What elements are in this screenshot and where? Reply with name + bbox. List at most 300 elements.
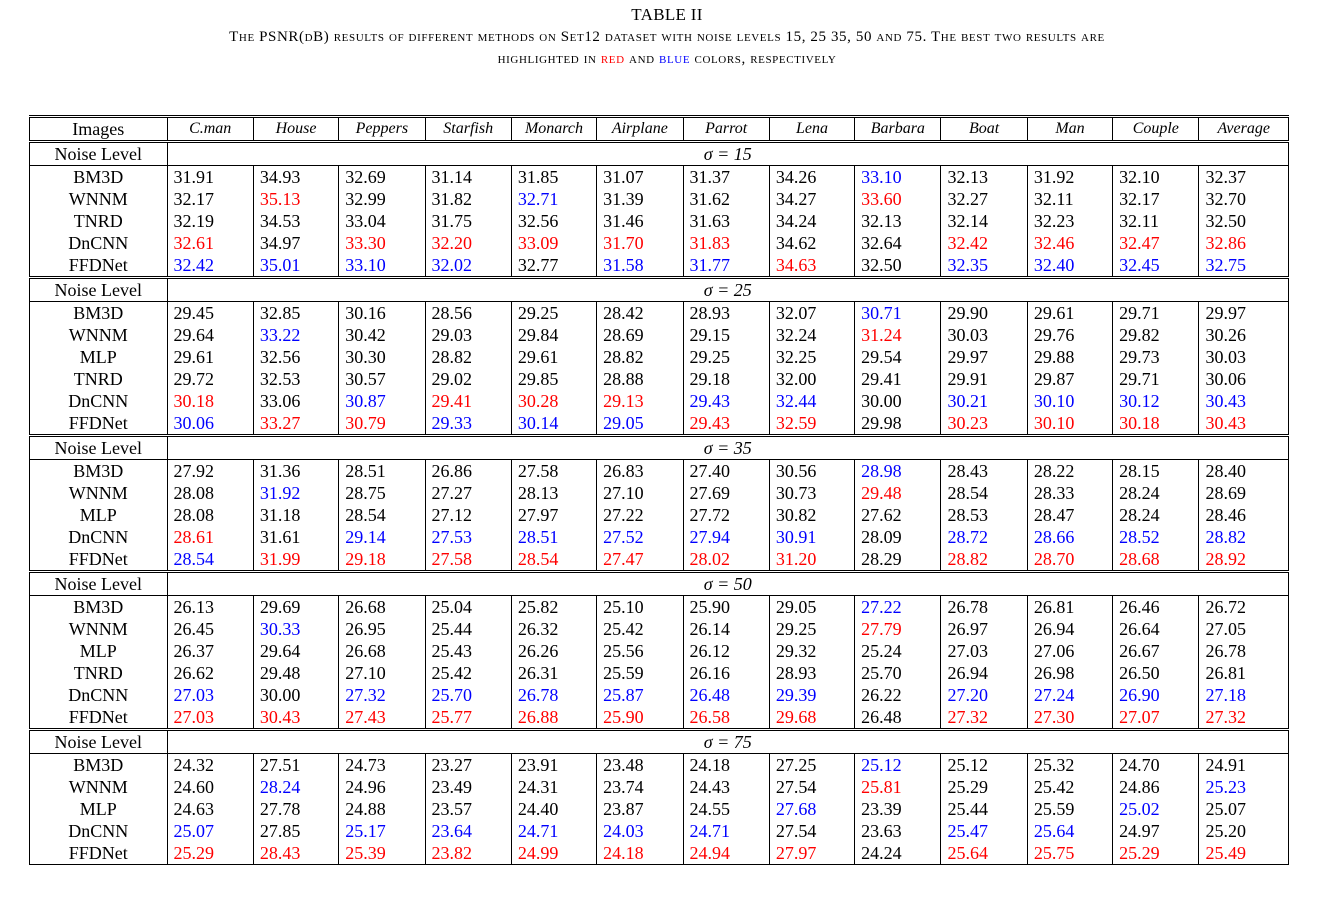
psnr-cell: 29.03 [425, 324, 511, 346]
psnr-cell: 29.05 [597, 412, 683, 436]
psnr-cell: 26.58 [683, 706, 769, 730]
psnr-cell: 32.56 [511, 210, 596, 232]
psnr-cell: 33.09 [511, 232, 596, 254]
psnr-cell: 29.48 [855, 482, 941, 504]
psnr-cell: 33.27 [253, 412, 338, 436]
psnr-cell: 29.71 [1113, 368, 1199, 390]
psnr-cell: 25.24 [855, 640, 941, 662]
psnr-cell: 25.87 [597, 684, 683, 706]
psnr-cell: 28.43 [941, 460, 1027, 483]
psnr-cell: 32.53 [253, 368, 338, 390]
psnr-cell: 32.17 [1113, 188, 1199, 210]
psnr-cell: 29.64 [167, 324, 253, 346]
header-col-barbara: Barbara [855, 117, 941, 142]
psnr-cell: 27.78 [253, 798, 338, 820]
psnr-cell: 26.67 [1113, 640, 1199, 662]
psnr-cell: 27.12 [425, 504, 511, 526]
psnr-cell: 27.40 [683, 460, 769, 483]
psnr-cell: 28.51 [339, 460, 425, 483]
psnr-cell: 32.61 [167, 232, 253, 254]
psnr-cell: 25.64 [1027, 820, 1112, 842]
method-name: FFDNet [30, 706, 168, 730]
psnr-cell: 28.61 [167, 526, 253, 548]
psnr-cell: 32.11 [1027, 188, 1112, 210]
psnr-cell: 31.36 [253, 460, 338, 483]
sigma-label: σ = 15 [167, 142, 1288, 166]
psnr-cell: 28.29 [855, 548, 941, 572]
method-name: DnCNN [30, 684, 168, 706]
psnr-cell: 28.40 [1199, 460, 1289, 483]
header-col-starfish: Starfish [425, 117, 511, 142]
header-col-man: Man [1027, 117, 1112, 142]
psnr-cell: 35.13 [253, 188, 338, 210]
psnr-cell: 30.12 [1113, 390, 1199, 412]
psnr-cell: 25.70 [855, 662, 941, 684]
psnr-cell: 31.20 [769, 548, 854, 572]
psnr-cell: 32.56 [253, 346, 338, 368]
psnr-cell: 30.10 [1027, 412, 1112, 436]
psnr-cell: 26.14 [683, 618, 769, 640]
psnr-cell: 27.58 [511, 460, 596, 483]
method-name: WNNM [30, 776, 168, 798]
psnr-cell: 30.28 [511, 390, 596, 412]
table-row [30, 548, 1289, 572]
psnr-cell: 28.08 [167, 482, 253, 504]
psnr-cell: 25.29 [941, 776, 1027, 798]
psnr-cell: 27.97 [511, 504, 596, 526]
psnr-cell: 33.10 [855, 166, 941, 189]
psnr-cell: 26.81 [1199, 662, 1289, 684]
sigma-label: σ = 50 [167, 572, 1288, 596]
psnr-cell: 33.60 [855, 188, 941, 210]
method-name: BM3D [30, 754, 168, 777]
psnr-cell: 27.72 [683, 504, 769, 526]
psnr-cell: 29.33 [425, 412, 511, 436]
psnr-cell: 26.46 [1113, 596, 1199, 619]
psnr-cell: 26.45 [167, 618, 253, 640]
psnr-cell: 25.29 [1113, 842, 1199, 865]
psnr-cell: 29.84 [511, 324, 596, 346]
psnr-cell: 30.71 [855, 302, 941, 325]
psnr-cell: 28.13 [511, 482, 596, 504]
table-row [30, 412, 1289, 436]
method-name: TNRD [30, 368, 168, 390]
table-label: TABLE II [631, 5, 703, 24]
psnr-cell: 27.03 [941, 640, 1027, 662]
psnr-cell: 31.92 [1027, 166, 1112, 189]
psnr-cell: 27.62 [855, 504, 941, 526]
table-row [30, 618, 1289, 640]
psnr-cell: 25.02 [1113, 798, 1199, 820]
psnr-cell: 29.71 [1113, 302, 1199, 325]
psnr-cell: 24.03 [597, 820, 683, 842]
psnr-cell: 29.54 [855, 346, 941, 368]
psnr-cell: 26.32 [511, 618, 596, 640]
psnr-cell: 30.23 [941, 412, 1027, 436]
psnr-cell: 27.22 [855, 596, 941, 619]
psnr-cell: 28.47 [1027, 504, 1112, 526]
psnr-cell: 27.79 [855, 618, 941, 640]
psnr-cell: 28.15 [1113, 460, 1199, 483]
psnr-cell: 26.13 [167, 596, 253, 619]
psnr-cell: 32.42 [941, 232, 1027, 254]
psnr-cell: 25.59 [597, 662, 683, 684]
psnr-cell: 29.87 [1027, 368, 1112, 390]
psnr-cell: 33.10 [339, 254, 425, 278]
table-row [30, 662, 1289, 684]
psnr-cell: 29.68 [769, 706, 854, 730]
header-col-couple: Couple [1113, 117, 1199, 142]
psnr-cell: 29.61 [511, 346, 596, 368]
psnr-cell: 31.46 [597, 210, 683, 232]
psnr-cell: 32.47 [1113, 232, 1199, 254]
psnr-cell: 28.09 [855, 526, 941, 548]
caption-suffix: colors, respectively [690, 51, 837, 67]
noise-level-label: Noise Level [30, 572, 168, 596]
psnr-cell: 28.08 [167, 504, 253, 526]
psnr-cell: 29.39 [769, 684, 854, 706]
psnr-cell: 25.39 [339, 842, 425, 865]
psnr-cell: 29.73 [1113, 346, 1199, 368]
caption-line-2 [0, 48, 1334, 70]
psnr-cell: 27.43 [339, 706, 425, 730]
psnr-cell: 27.85 [253, 820, 338, 842]
psnr-cell: 23.48 [597, 754, 683, 777]
psnr-cell: 27.20 [941, 684, 1027, 706]
psnr-cell: 25.77 [425, 706, 511, 730]
psnr-cell: 27.03 [167, 684, 253, 706]
method-name: BM3D [30, 596, 168, 619]
psnr-cell: 28.69 [597, 324, 683, 346]
table-row [30, 596, 1289, 619]
psnr-cell: 24.40 [511, 798, 596, 820]
sigma-label: σ = 35 [167, 436, 1288, 460]
psnr-cell: 32.25 [769, 346, 854, 368]
psnr-cell: 28.56 [425, 302, 511, 325]
psnr-cell: 32.11 [1113, 210, 1199, 232]
psnr-cell: 26.68 [339, 596, 425, 619]
method-name: FFDNet [30, 254, 168, 278]
psnr-cell: 32.37 [1199, 166, 1289, 189]
psnr-cell: 30.00 [253, 684, 338, 706]
psnr-cell: 26.68 [339, 640, 425, 662]
psnr-cell: 24.31 [511, 776, 596, 798]
psnr-cell: 26.88 [511, 706, 596, 730]
psnr-cell: 32.50 [1199, 210, 1289, 232]
psnr-cell: 31.75 [425, 210, 511, 232]
psnr-cell: 25.90 [597, 706, 683, 730]
psnr-cell: 27.47 [597, 548, 683, 572]
psnr-cell: 30.56 [769, 460, 854, 483]
psnr-cell: 32.46 [1027, 232, 1112, 254]
sigma-label: σ = 75 [167, 730, 1288, 754]
psnr-cell: 29.88 [1027, 346, 1112, 368]
psnr-cell: 30.79 [339, 412, 425, 436]
psnr-cell: 34.97 [253, 232, 338, 254]
psnr-cell: 29.69 [253, 596, 338, 619]
method-name: MLP [30, 798, 168, 820]
psnr-cell: 28.88 [597, 368, 683, 390]
psnr-cell: 26.50 [1113, 662, 1199, 684]
table-row [30, 798, 1289, 820]
psnr-cell: 32.20 [425, 232, 511, 254]
psnr-cell: 32.27 [941, 188, 1027, 210]
psnr-cell: 28.54 [339, 504, 425, 526]
psnr-cell: 34.62 [769, 232, 854, 254]
psnr-cell: 25.20 [1199, 820, 1289, 842]
psnr-cell: 27.03 [167, 706, 253, 730]
psnr-cell: 25.42 [425, 662, 511, 684]
method-name: WNNM [30, 618, 168, 640]
header-images: Images [30, 117, 168, 142]
psnr-cell: 27.58 [425, 548, 511, 572]
psnr-cell: 28.52 [1113, 526, 1199, 548]
psnr-cell: 32.75 [1199, 254, 1289, 278]
method-name: FFDNet [30, 412, 168, 436]
psnr-cell: 24.91 [1199, 754, 1289, 777]
psnr-cell: 32.35 [941, 254, 1027, 278]
psnr-cell: 28.72 [941, 526, 1027, 548]
psnr-cell: 25.44 [941, 798, 1027, 820]
psnr-cell: 32.14 [941, 210, 1027, 232]
psnr-cell: 32.64 [855, 232, 941, 254]
psnr-cell: 31.92 [253, 482, 338, 504]
psnr-cell: 26.78 [941, 596, 1027, 619]
psnr-cell: 31.99 [253, 548, 338, 572]
psnr-cell: 29.45 [167, 302, 253, 325]
psnr-cell: 24.94 [683, 842, 769, 865]
psnr-cell: 30.33 [253, 618, 338, 640]
psnr-cell: 30.16 [339, 302, 425, 325]
psnr-cell: 29.72 [167, 368, 253, 390]
psnr-cell: 23.57 [425, 798, 511, 820]
psnr-cell: 26.64 [1113, 618, 1199, 640]
psnr-cell: 28.51 [511, 526, 596, 548]
psnr-cell: 29.25 [683, 346, 769, 368]
psnr-cell: 32.69 [339, 166, 425, 189]
method-name: BM3D [30, 302, 168, 325]
psnr-cell: 26.94 [941, 662, 1027, 684]
psnr-cell: 29.02 [425, 368, 511, 390]
psnr-cell: 29.18 [339, 548, 425, 572]
psnr-cell: 24.70 [1113, 754, 1199, 777]
psnr-cell: 30.06 [167, 412, 253, 436]
psnr-cell: 29.32 [769, 640, 854, 662]
psnr-cell: 25.23 [1199, 776, 1289, 798]
psnr-cell: 29.15 [683, 324, 769, 346]
psnr-cell: 30.43 [1199, 390, 1289, 412]
psnr-cell: 27.52 [597, 526, 683, 548]
psnr-cell: 24.88 [339, 798, 425, 820]
noise-level-label: Noise Level [30, 278, 168, 302]
psnr-cell: 32.59 [769, 412, 854, 436]
psnr-cell: 26.31 [511, 662, 596, 684]
psnr-cell: 27.05 [1199, 618, 1289, 640]
psnr-cell: 27.53 [425, 526, 511, 548]
psnr-cell: 24.73 [339, 754, 425, 777]
psnr-cell: 26.78 [511, 684, 596, 706]
psnr-cell: 32.07 [769, 302, 854, 325]
psnr-cell: 25.49 [1199, 842, 1289, 865]
psnr-cell: 32.40 [1027, 254, 1112, 278]
psnr-cell: 28.24 [253, 776, 338, 798]
psnr-cell: 27.10 [339, 662, 425, 684]
psnr-cell: 27.30 [1027, 706, 1112, 730]
psnr-cell: 26.90 [1113, 684, 1199, 706]
psnr-cell: 27.27 [425, 482, 511, 504]
psnr-cell: 29.85 [511, 368, 596, 390]
noise-level-row [30, 436, 1289, 460]
psnr-cell: 31.91 [167, 166, 253, 189]
psnr-cell: 28.22 [1027, 460, 1112, 483]
psnr-cell: 25.07 [1199, 798, 1289, 820]
psnr-cell: 25.10 [597, 596, 683, 619]
psnr-cell: 32.99 [339, 188, 425, 210]
psnr-cell: 31.70 [597, 232, 683, 254]
psnr-cell: 26.37 [167, 640, 253, 662]
psnr-cell: 33.22 [253, 324, 338, 346]
psnr-cell: 27.92 [167, 460, 253, 483]
psnr-cell: 25.56 [597, 640, 683, 662]
method-name: TNRD [30, 662, 168, 684]
psnr-cell: 29.25 [769, 618, 854, 640]
psnr-cell: 25.42 [1027, 776, 1112, 798]
psnr-cell: 31.24 [855, 324, 941, 346]
psnr-cell: 24.18 [597, 842, 683, 865]
caption-blue-word: blue [659, 51, 691, 67]
psnr-cell: 29.82 [1113, 324, 1199, 346]
table-row [30, 460, 1289, 483]
psnr-cell: 28.68 [1113, 548, 1199, 572]
noise-level-row [30, 142, 1289, 166]
psnr-cell: 25.17 [339, 820, 425, 842]
psnr-cell: 28.42 [597, 302, 683, 325]
psnr-cell: 28.82 [597, 346, 683, 368]
method-name: WNNM [30, 324, 168, 346]
psnr-cell: 34.53 [253, 210, 338, 232]
table-row [30, 232, 1289, 254]
method-name: FFDNet [30, 842, 168, 865]
psnr-cell: 26.98 [1027, 662, 1112, 684]
psnr-cell: 30.91 [769, 526, 854, 548]
psnr-cell: 30.26 [1199, 324, 1289, 346]
psnr-cell: 26.86 [425, 460, 511, 483]
psnr-cell: 31.58 [597, 254, 683, 278]
psnr-cell: 28.54 [167, 548, 253, 572]
psnr-cell: 26.62 [167, 662, 253, 684]
table-row [30, 302, 1289, 325]
psnr-cell: 27.69 [683, 482, 769, 504]
psnr-cell: 32.42 [167, 254, 253, 278]
psnr-cell: 27.51 [253, 754, 338, 777]
psnr-cell: 30.43 [253, 706, 338, 730]
psnr-cell: 26.81 [1027, 596, 1112, 619]
psnr-cell: 27.32 [941, 706, 1027, 730]
psnr-cell: 24.32 [167, 754, 253, 777]
psnr-cell: 24.55 [683, 798, 769, 820]
psnr-cell: 26.72 [1199, 596, 1289, 619]
table-row [30, 842, 1289, 865]
psnr-cell: 26.78 [1199, 640, 1289, 662]
psnr-cell: 25.43 [425, 640, 511, 662]
psnr-cell: 27.54 [769, 776, 854, 798]
psnr-cell: 32.19 [167, 210, 253, 232]
psnr-cell: 24.71 [683, 820, 769, 842]
table-row [30, 706, 1289, 730]
psnr-cell: 28.24 [1113, 482, 1199, 504]
psnr-cell: 28.54 [511, 548, 596, 572]
psnr-cell: 26.12 [683, 640, 769, 662]
noise-level-row [30, 278, 1289, 302]
method-name: WNNM [30, 188, 168, 210]
psnr-cell: 29.14 [339, 526, 425, 548]
psnr-cell: 30.00 [855, 390, 941, 412]
caption-red-word: red [600, 51, 625, 67]
psnr-cell: 28.43 [253, 842, 338, 865]
psnr-cell: 32.71 [511, 188, 596, 210]
psnr-cell: 25.82 [511, 596, 596, 619]
psnr-cell: 29.76 [1027, 324, 1112, 346]
table-row [30, 368, 1289, 390]
psnr-cell: 24.97 [1113, 820, 1199, 842]
psnr-cell: 23.74 [597, 776, 683, 798]
psnr-cell: 28.24 [1113, 504, 1199, 526]
table-caption [0, 4, 1334, 70]
psnr-cell: 31.39 [597, 188, 683, 210]
psnr-cell: 23.91 [511, 754, 596, 777]
psnr-cell: 25.47 [941, 820, 1027, 842]
psnr-cell: 29.61 [1027, 302, 1112, 325]
psnr-cell: 28.82 [425, 346, 511, 368]
psnr-cell: 26.16 [683, 662, 769, 684]
psnr-cell: 24.71 [511, 820, 596, 842]
psnr-cell: 31.63 [683, 210, 769, 232]
sigma-label: σ = 25 [167, 278, 1288, 302]
psnr-cell: 32.86 [1199, 232, 1289, 254]
table-row [30, 754, 1289, 777]
psnr-cell: 23.63 [855, 820, 941, 842]
psnr-cell: 27.18 [1199, 684, 1289, 706]
header-col-boat: Boat [941, 117, 1027, 142]
psnr-cell: 25.59 [1027, 798, 1112, 820]
psnr-cell: 30.21 [941, 390, 1027, 412]
psnr-cell: 27.10 [597, 482, 683, 504]
psnr-cell: 30.87 [339, 390, 425, 412]
psnr-cell: 29.18 [683, 368, 769, 390]
noise-level-label: Noise Level [30, 436, 168, 460]
psnr-cell: 30.03 [941, 324, 1027, 346]
psnr-cell: 30.57 [339, 368, 425, 390]
table-row [30, 504, 1289, 526]
noise-level-row [30, 730, 1289, 754]
psnr-cell: 29.05 [769, 596, 854, 619]
psnr-cell: 29.43 [683, 412, 769, 436]
psnr-cell: 23.87 [597, 798, 683, 820]
table-row [30, 482, 1289, 504]
psnr-cell: 34.27 [769, 188, 854, 210]
method-name: WNNM [30, 482, 168, 504]
psnr-cell: 32.44 [769, 390, 854, 412]
psnr-cell: 27.25 [769, 754, 854, 777]
header-col-monarch: Monarch [511, 117, 596, 142]
psnr-cell: 23.64 [425, 820, 511, 842]
psnr-cell: 29.41 [425, 390, 511, 412]
psnr-cell: 30.73 [769, 482, 854, 504]
psnr-cell: 26.48 [855, 706, 941, 730]
psnr-cell: 24.63 [167, 798, 253, 820]
psnr-cell: 29.43 [683, 390, 769, 412]
psnr-cell: 25.04 [425, 596, 511, 619]
